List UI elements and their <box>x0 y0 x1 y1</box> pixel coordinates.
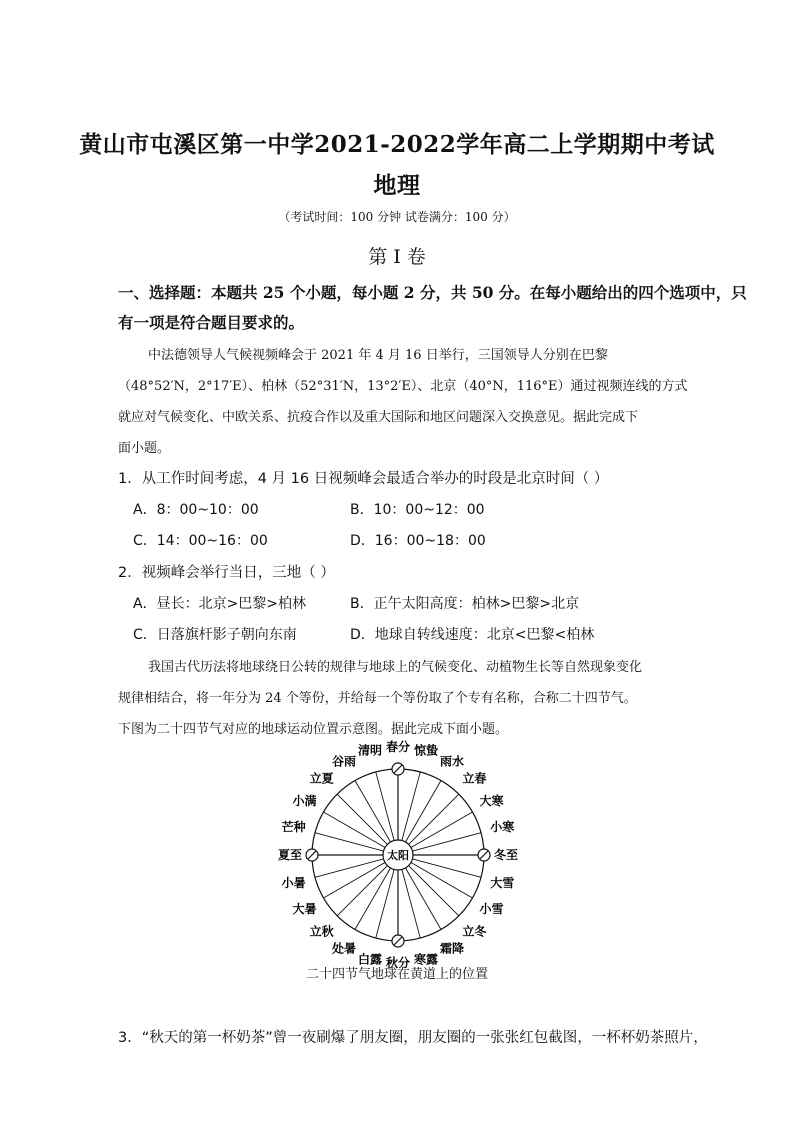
passage2-line1: 我国古代历法将地球绕日公转的规律与地球上的气候变化、动植物生长等自然现象变化 <box>148 660 643 675</box>
solar-term-label: 小暑 <box>281 875 306 890</box>
section-heading-cont: 有一项是符合题目要求的。 <box>118 313 305 332</box>
solar-term-label: 处暑 <box>331 941 357 956</box>
sun-label: 太阳 <box>387 849 409 862</box>
solar-term-label: 寒露 <box>413 952 438 967</box>
solar-term-label: 立春 <box>462 771 487 786</box>
passage1-line1: 中法德领导人气候视频峰会于 2021 年 4 月 16 日举行，三国领导人分别在巴黎 <box>148 348 608 363</box>
solar-term-label: 白露 <box>358 952 383 967</box>
question-1-stem: 1．从工作时间考虑，4 月 16 日视频峰会最适合举办的时段是北京时间（ ） <box>118 471 609 487</box>
radial-line <box>402 869 420 938</box>
solar-term-label: 芒种 <box>281 820 306 835</box>
question-2-option-a: A．昼长：北京>巴黎>柏林 <box>133 596 307 612</box>
radial-line <box>315 859 384 877</box>
question-1-option-b: B．10：00~12：00 <box>350 502 485 518</box>
document-title: 黄山市屯溪区第一中学2021-2022学年高二上学期期中考试 <box>79 131 715 158</box>
question-2-option-c: C．日落旗杆影子朝向东南 <box>133 627 297 643</box>
solar-term-label: 小满 <box>292 794 317 808</box>
radial-line <box>412 833 481 851</box>
question-2-option-d: D．地球自转线速度：北京<巴黎<柏林 <box>350 627 595 643</box>
question-1-option-d: D．16：00~18：00 <box>350 533 486 549</box>
passage1-line4: 面小题。 <box>118 441 171 456</box>
solar-term-label: 小寒 <box>490 820 515 835</box>
solar-term-label: 谷雨 <box>331 754 357 769</box>
passage2-line3: 下图为二十四节气对应的地球运动位置示意图。据此完成下面小题。 <box>118 722 509 737</box>
solar-term-label: 夏至 <box>277 848 303 862</box>
solar-term-label: 冬至 <box>493 848 519 862</box>
radial-line <box>337 866 387 916</box>
solar-term-label: 雨水 <box>439 754 465 769</box>
solar-term-label: 春分 <box>385 740 411 754</box>
radial-line <box>412 859 481 877</box>
question-2-stem: 2．视频峰会举行当日，三地（ ） <box>118 565 335 581</box>
solar-term-label: 大暑 <box>292 902 317 916</box>
radial-line <box>409 866 459 916</box>
question-1-option-a: A．8：00~10：00 <box>133 502 259 518</box>
solar-term-label: 秋分 <box>385 956 411 970</box>
passage1-line3: 就应对气候变化、中欧关系、抗疫合作以及重大国际和地区问题深入交换意见。据此完成下 <box>118 410 639 425</box>
solar-term-label: 小雪 <box>479 902 504 916</box>
subject-title: 地理 <box>373 172 421 199</box>
solar-term-label: 大寒 <box>479 794 504 808</box>
solar-term-label: 立冬 <box>462 924 487 939</box>
radial-line <box>337 794 387 844</box>
solar-term-label: 大雪 <box>490 875 515 890</box>
question-1-option-c: C．14：00~16：00 <box>133 533 268 549</box>
solar-term-label: 霜降 <box>439 941 465 956</box>
radial-line <box>376 772 394 841</box>
volume-heading: 第 I 卷 <box>368 246 426 268</box>
solar-term-label: 立秋 <box>309 924 334 939</box>
solar-term-label: 惊蛰 <box>413 743 438 758</box>
passage1-line2: （48°52′N，2°17′E）、柏林（52°31′N，13°2′E）、北京（40°N，116°E）通过视频连线的方式 <box>118 379 688 394</box>
figure-caption: 二十四节气地球在黄道上的位置 <box>305 967 488 982</box>
question-3-stem: 3．“秋天的第一杯奶茶”曾一夜刷爆了朋友圈，朋友圈的一张张红包截图，一杯杯奶茶照片， <box>118 1030 708 1046</box>
radial-line <box>376 869 394 938</box>
solar-term-label: 立夏 <box>309 771 334 786</box>
question-2-option-b: B．正午太阳高度：柏林>巴黎>北京 <box>350 596 580 612</box>
exam-info: （考试时间：100 分钟 试卷满分：100 分） <box>278 210 516 224</box>
section-heading: 一、选择题：本题共 25 个小题，每小题 2 分，共 50 分。在每小题给出的四个选项中，只 <box>118 283 747 302</box>
radial-line <box>315 833 384 851</box>
solar-term-label: 清明 <box>358 743 383 758</box>
radial-line <box>402 772 420 841</box>
radial-line <box>409 794 459 844</box>
passage2-line2: 规律相结合，将一年分为 24 个等份，并给每一个等份取了个专有名称，合称二十四节气。 <box>118 691 637 706</box>
